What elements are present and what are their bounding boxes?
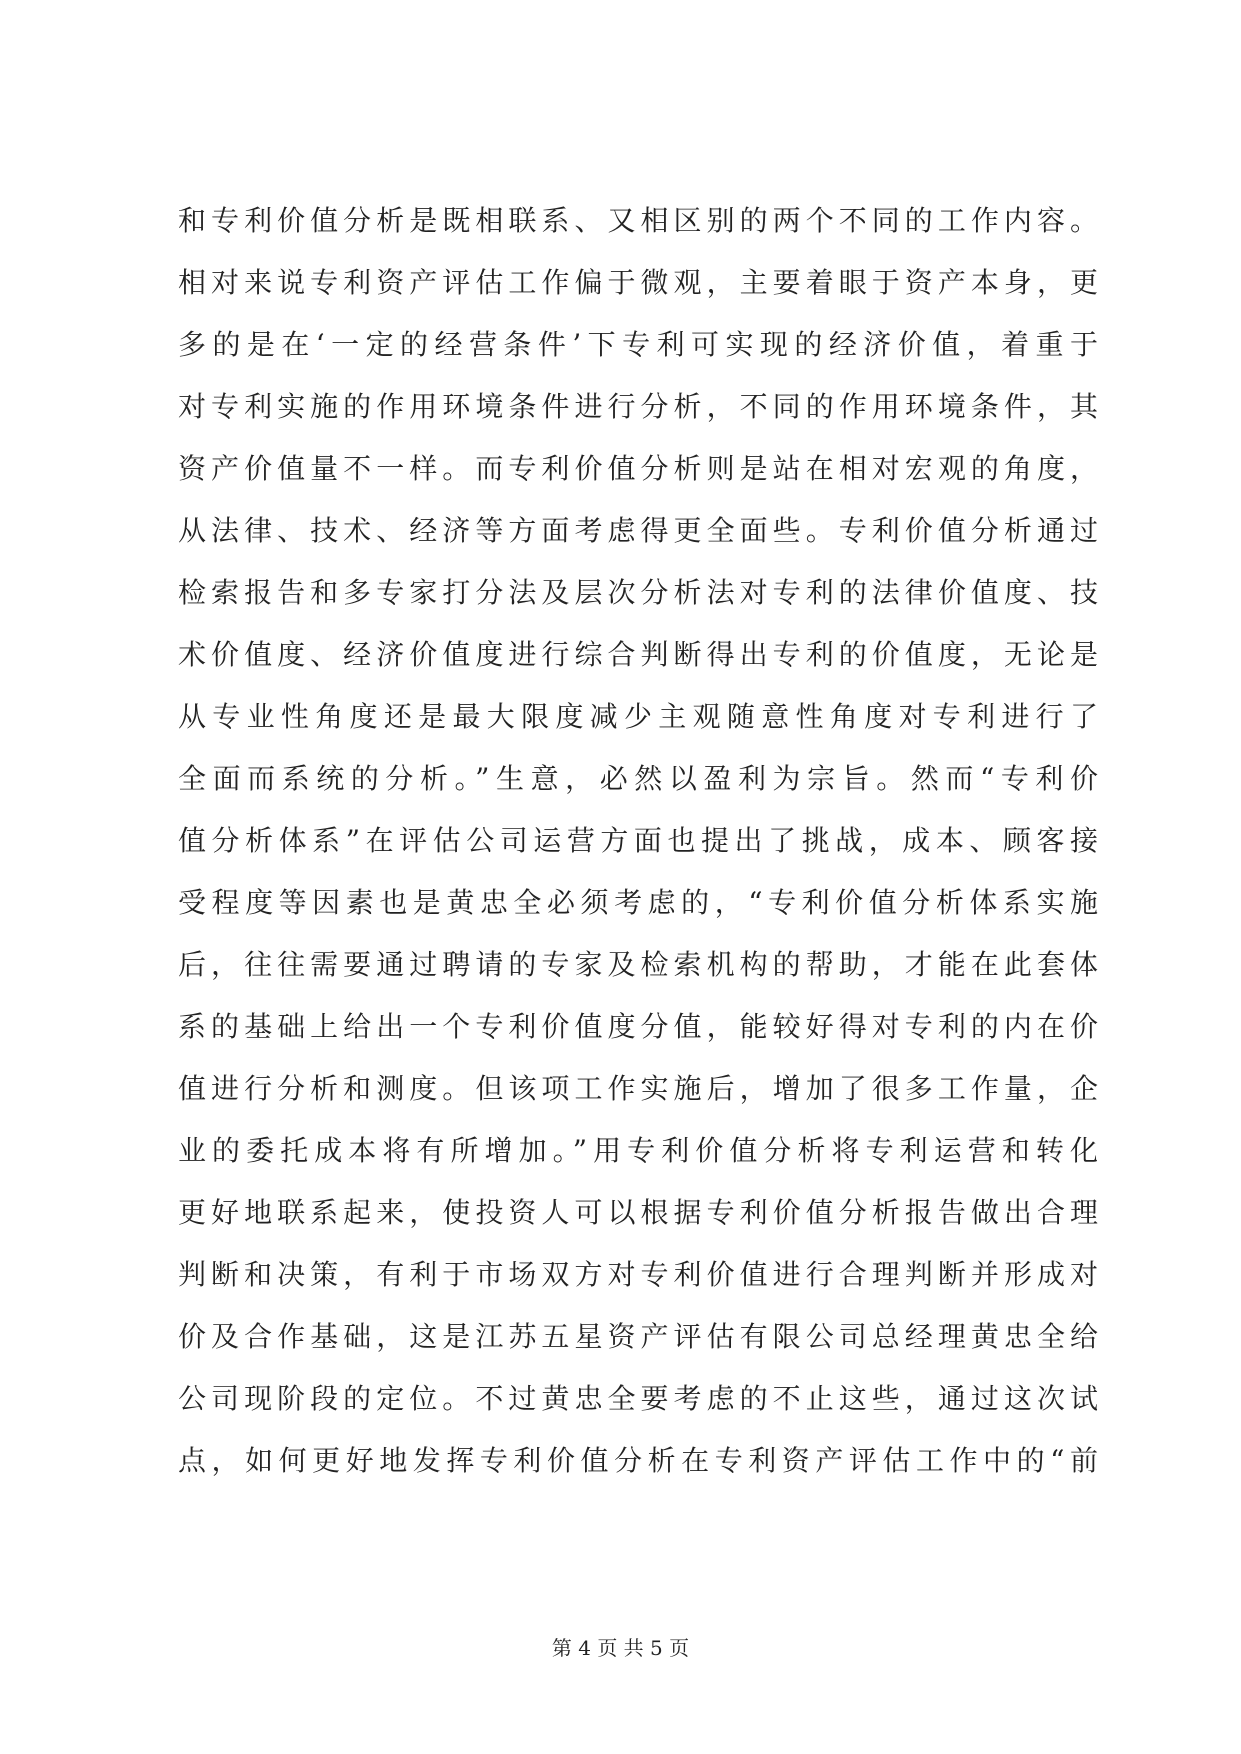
text-line: 后，往往需要通过聘请的专家及检索机构的帮助，才能在此套体 <box>178 948 1098 981</box>
text-line: 公司现阶段的定位。不过黄忠全要考虑的不止这些，通过这次试 <box>178 1382 1098 1415</box>
text-line: 和专利价值分析是既相联系、又相区别的两个不同的工作内容。 <box>178 204 1098 237</box>
text-line: 受程度等因素也是黄忠全必须考虑的，“专利价值分析体系实施 <box>178 886 1098 919</box>
text-line: 从专业性角度还是最大限度减少主观随意性角度对专利进行了 <box>178 700 1098 733</box>
text-line: 值进行分析和测度。但该项工作实施后，增加了很多工作量，企 <box>178 1072 1098 1105</box>
text-line: 检索报告和多专家打分法及层次分析法对专利的法律价值度、技 <box>178 576 1098 609</box>
text-line: 对专利实施的作用环境条件进行分析，不同的作用环境条件，其 <box>178 390 1098 423</box>
text-line: 价及合作基础，这是江苏五星资产评估有限公司总经理黄忠全给 <box>178 1320 1098 1353</box>
text-line: 从法律、技术、经济等方面考虑得更全面些。专利价值分析通过 <box>178 514 1098 547</box>
text-line: 更好地联系起来，使投资人可以根据专利价值分析报告做出合理 <box>178 1196 1098 1229</box>
text-line: 全面而系统的分析。”生意，必然以盈利为宗旨。然而“专利价 <box>178 762 1098 795</box>
text-line: 相对来说专利资产评估工作偏于微观，主要着眼于资产本身，更 <box>178 266 1098 299</box>
text-line: 多的是在‘一定的经营条件’下专利可实现的经济价值，着重于 <box>178 328 1098 361</box>
text-line: 资产价值量不一样。而专利价值分析则是站在相对宏观的角度， <box>178 452 1098 485</box>
text-line: 术价值度、经济价值度进行综合判断得出专利的价值度，无论是 <box>178 638 1098 671</box>
text-line: 业的委托成本将有所增加。”用专利价值分析将专利运营和转化 <box>178 1134 1098 1167</box>
text-line: 值分析体系”在评估公司运营方面也提出了挑战，成本、顾客接 <box>178 824 1098 857</box>
text-line: 点，如何更好地发挥专利价值分析在专利资产评估工作中的“前 <box>178 1444 1098 1477</box>
body-text <box>178 190 1098 1492</box>
text-line: 系的基础上给出一个专利价值度分值，能较好得对专利的内在价 <box>178 1010 1098 1043</box>
text-line: 判断和决策，有利于市场双方对专利价值进行合理判断并形成对 <box>178 1258 1098 1291</box>
page-number-footer: 第 4 页 共 5 页 <box>551 1636 690 1660</box>
